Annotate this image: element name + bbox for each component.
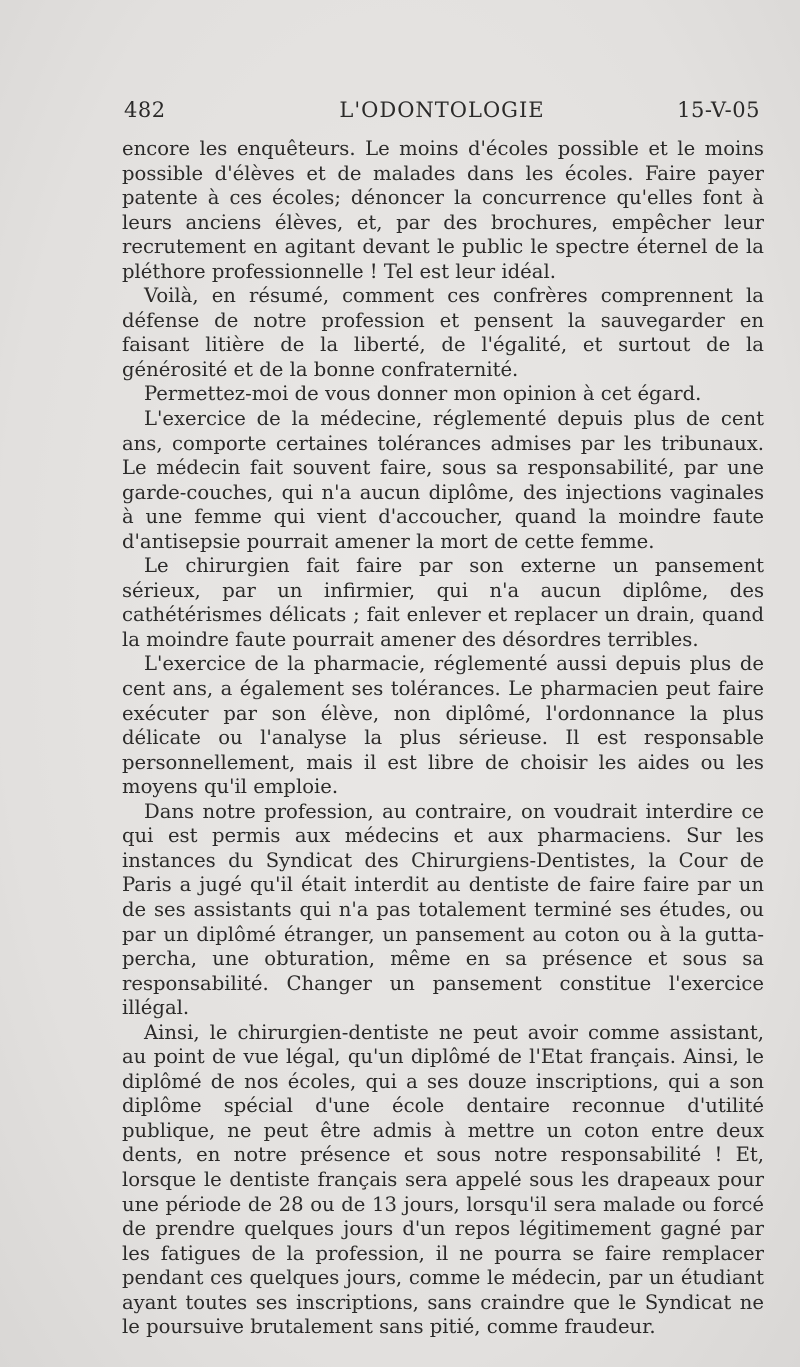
- page-body: [122, 137, 764, 1340]
- page-number: 482: [124, 98, 166, 122]
- paragraph: Dans notre profession, au contraire, on voudrait interdire ce qui est permis aux médecins et aux pharmaciens. Sur les instances du Syndicat des Chirurgiens-Dentistes, la Cour de Paris a jugé qu'il était interdit au dentiste de faire faire par un de ses assistants qui n'a pas totalement terminé ses études, ou par un diplômé étranger, un pansement au coton ou à la gutta-percha, une obturation, même en sa présence et sous sa responsabilité. Changer un pansement constitue l'exercice illégal.: [122, 799, 764, 1020]
- paragraph: L'exercice de la médecine, réglementé depuis plus de cent ans, comporte certaines tolérances admises par les tribunaux. Le médecin fait souvent faire, sous sa responsabilité, par une garde-couches, qui n'a aucun diplôme, des injections vaginales à une femme qui vient d'accoucher, quand la moindre faute d'antisepsie pourrait amener la mort de cette femme.: [122, 407, 764, 553]
- paragraph: Voilà, en résumé, comment ces confrères comprennent la défense de notre profession et pensent la sauvegarder en faisant litière de la liberté, de l'égalité, et surtout de la générosité et de la bonne confraternité.: [122, 284, 764, 381]
- paragraph-continued: encore les enquêteurs. Le moins d'écoles possible et le moins possible d'élèves et de malades dans les écoles. Faire payer patente à ces écoles; dénoncer la concurrence qu'elles font à leurs anciens élèves, et, par des brochures, empêcher leur recrutement en agitant devant le public le spectre éternel de la pléthore professionnelle ! Tel est leur idéal.: [122, 137, 764, 283]
- journal-title: L'ODONTOLOGIE: [339, 98, 545, 122]
- paragraph: Le chirurgien fait faire par son externe un pansement sérieux, par un infirmier, qui n'a aucun diplôme, des cathétérismes délicats ; fait enlever et replacer un drain, quand la moindre faute pourrait amener des désordres terribles.: [122, 554, 764, 651]
- paragraph: Ainsi, le chirurgien-dentiste ne peut avoir comme assistant, au point de vue légal, qu'un diplômé de l'Etat français. Ainsi, le diplômé de nos écoles, qui a ses douze inscriptions, qui a son diplôme spécial d'une école dentaire reconnue d'utilité publique, ne peut être admis à mettre un coton entre deux dents, en notre présence et sous notre responsabilité ! Et, lorsque le dentiste français sera appelé sous les drapeaux pour une période de 28 ou de 13 jours, lorsqu'il sera malade ou forcé de prendre quelques jours d'un repos légitimement gagné par les fatigues de la profession, il ne pourra se faire remplacer pendant ces quelques jours, comme le médecin, par un étudiant ayant toutes ses inscriptions, sans craindre que le Syndicat ne le poursuive brutalement sans pitié, comme fraudeur.: [122, 1020, 764, 1339]
- issue-date: 15-V-05: [677, 98, 760, 122]
- paragraph: L'exercice de la pharmacie, réglementé aussi depuis plus de cent ans, a également ses tolérances. Le pharmacien peut faire exécuter par son élève, non diplômé, l'ordonnance la plus délicate ou l'analyse la plus sérieuse. Il est responsable personnellement, mais il est libre de choisir les aides ou les moyens qu'il emploie.: [122, 652, 764, 799]
- paragraph: Permettez-moi de vous donner mon opinion à cet égard.: [144, 382, 702, 406]
- running-header: [124, 98, 760, 128]
